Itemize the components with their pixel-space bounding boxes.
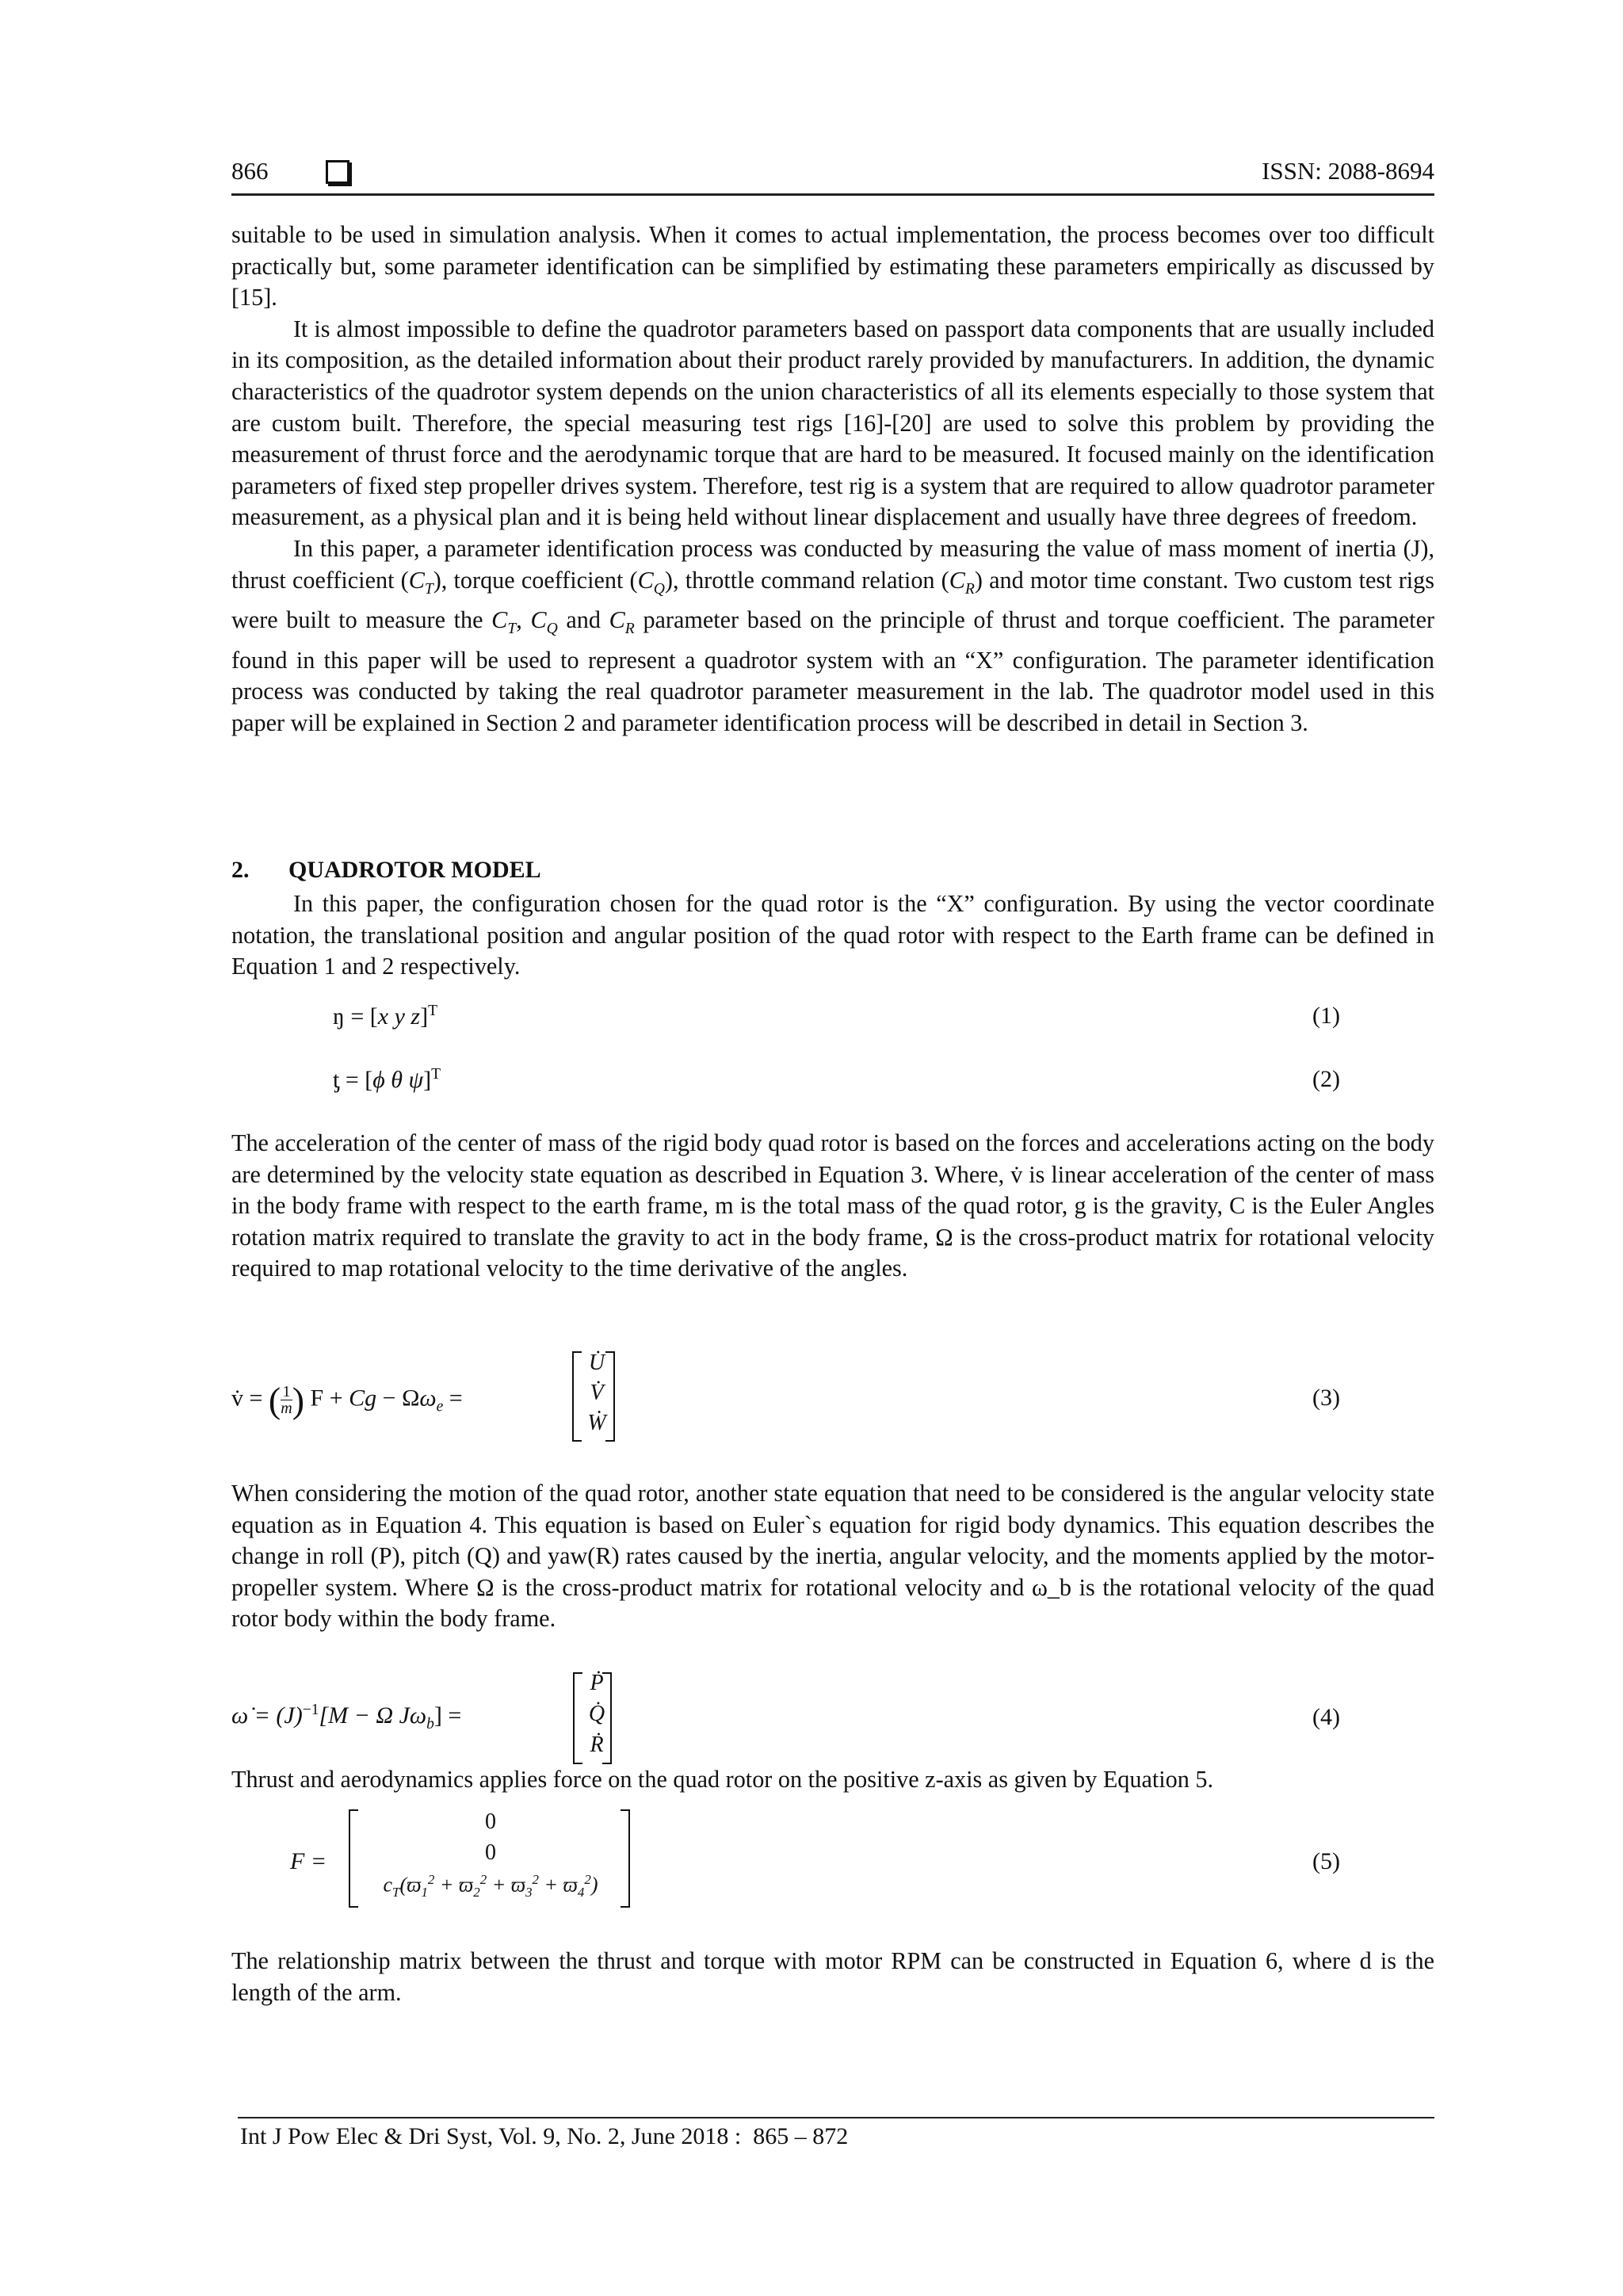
equation-3: v̇ = ( $\frac{1}{m}$ ) $F + Cg - \Omega\omega_e$ =	[231, 1380, 463, 1420]
equation-4-matrix-row-1: Ṗ	[590, 1671, 604, 1695]
section-2-paragraph-2: The acceleration of the center of mass of the rigid body quad rotor is based on the forces and accelerations acting on the body are determined by the velocity state equation as described in Equation 3. Where, v̇ is linear acceleration of the center of mass in the body frame with respect to the earth frame, m is the total mass of the quad rotor, g is the gravity, C is the Euler Angles rotation matrix required to translate the gravity to act in the body frame, Ω is the cross-product matrix for rotational velocity required to map rotational velocity to the time derivative of the angles.	[231, 1129, 1434, 1282]
equation-1-number: (1)	[1312, 1003, 1340, 1029]
equation-3-matrix-row-3: Ẇ	[587, 1411, 606, 1435]
equation-3-matrix-left-bracket	[572, 1351, 582, 1442]
equation-3-matrix-row-1: U̇	[588, 1350, 605, 1375]
section-title: QUADROTOR MODEL	[288, 857, 541, 883]
section-heading	[231, 857, 541, 884]
equation-3-number: (3)	[1312, 1385, 1340, 1411]
intro-paragraph-1: suitable to be used in simulation analysis. When it comes to actual implementation, the process becomes over too difficult practically but, some parameter identification can be simplified by estimating these parameters empirically as discussed by [15].	[231, 221, 1434, 311]
equation-4: ω̇ = $(J)^{-1}[M - \Omega$ $J\omega_b$] =	[231, 1702, 462, 1733]
section-2-paragraph-4: Thrust and aerodynamics applies force on the quad rotor on the positive z-axis as given by Equation 5.	[231, 1766, 1214, 1793]
equation-1: ŋ = [x y z]$^T$	[333, 1003, 437, 1030]
equation-5-matrix-row-2: 0	[485, 1840, 496, 1865]
equation-5-matrix-row-1: 0	[485, 1809, 496, 1834]
section-2-paragraph-5: The relationship matrix between the thrust and torque with motor RPM can be constructed in Equation 6, where d is the length of the arm.	[231, 1947, 1434, 2006]
equation-3-matrix-right-bracket	[605, 1351, 615, 1442]
intro-paragraph-2: It is almost impossible to define the quadrotor parameters based on passport data components that are usually included in its composition, as the detailed information about their product rarely provided by manufacturers. In addition, the dynamic characteristics of the quadrotor system depends on the union characteristics of all its elements especially to those system that are custom built. Therefore, the special measuring test rigs [16]-[20] are used to solve this problem by providing the measurement of thrust force and the aerodynamic torque that are hard to be measured. It focused mainly on the identification parameters of fixed step propeller drives system. Therefore, test rig is a system that are required to allow quadrotor parameter measurement, as a physical plan and it is being held without linear displacement and usually have three degrees of freedom.	[231, 315, 1434, 531]
equation-4-matrix-right-bracket	[602, 1672, 612, 1764]
section-2-paragraph-1: In this paper, the configuration chosen for the quad rotor is the “X” configuration. By using the vector coordinate notation, the translational position and angular position of the quad rotor with respect to the Earth frame can be defined in Equation 1 and 2 respectively.	[231, 890, 1434, 980]
section-2-paragraph-3: When considering the motion of the quad rotor, another state equation that need to be considered is the angular velocity state equation as in Equation 4. This equation is based on Euler`s equation for rigid body dynamics. This equation describes the change in roll (P), pitch (Q) and yaw(R) rates caused by the inertia, angular velocity, and the moments applied by the motor-propeller system. Where Ω is the cross-product matrix for rotational velocity and ω_b is the rotational velocity of the quad rotor body within the body frame.	[231, 1480, 1434, 1633]
equation-2-number: (2)	[1312, 1066, 1340, 1092]
footer-citation: Int J Pow Elec & Dri Syst, Vol. 9, No. 2, June 2018 : 865 – 872	[240, 2123, 849, 2149]
equation-5-matrix-left-bracket	[349, 1809, 358, 1908]
equation-4-matrix-row-3: Ṙ	[590, 1733, 604, 1757]
issn: ISSN: 2088-8694	[1262, 157, 1434, 185]
equation-2: ƫ = [ϕ θ ψ]$^T$	[333, 1066, 441, 1093]
equation-5-number: (5)	[1312, 1848, 1340, 1874]
equation-5-matrix-right-bracket	[621, 1809, 630, 1908]
section-number: 2.	[231, 857, 250, 883]
equation-5-matrix-row-3: $c_T(ϖ_1^2 + ϖ_2^2 + ϖ_3^2 + ϖ_4^2)$	[383, 1872, 598, 1900]
page-number: 866	[231, 157, 269, 185]
equation-4-matrix-left-bracket	[573, 1672, 582, 1764]
equation-4-matrix-row-2: Q̇	[588, 1702, 605, 1726]
intro-text	[231, 220, 1434, 739]
header-rule	[231, 193, 1434, 196]
intro-paragraph-3: In this paper, a parameter identification process was conducted by measuring the value of mass moment of inertia (J), thrust coefficient $(C_T)$, torque coefficient $(C_Q)$, throttle command relation $(C_R)$ and motor time constant. Two custom test rigs were built to measure the $C_T$, $C_Q$ and $C_R$ parameter based on the principle of thrust and torque coefficient. The parameter found in this paper will be used to represent a quadrotor system with an “X” configuration. The parameter identification process was conducted by taking the real quadrotor parameter measurement in the lab. The quadrotor model used in this paper will be explained in Section 2 and parameter identification process will be described in detail in Section 3.	[231, 534, 1435, 736]
footer-rule	[238, 2117, 1434, 2118]
equation-3-matrix-row-2: V̇	[590, 1381, 604, 1405]
equation-4-number: (4)	[1312, 1704, 1340, 1730]
equation-5: F =	[290, 1848, 327, 1874]
square-checkbox-icon	[326, 160, 349, 184]
